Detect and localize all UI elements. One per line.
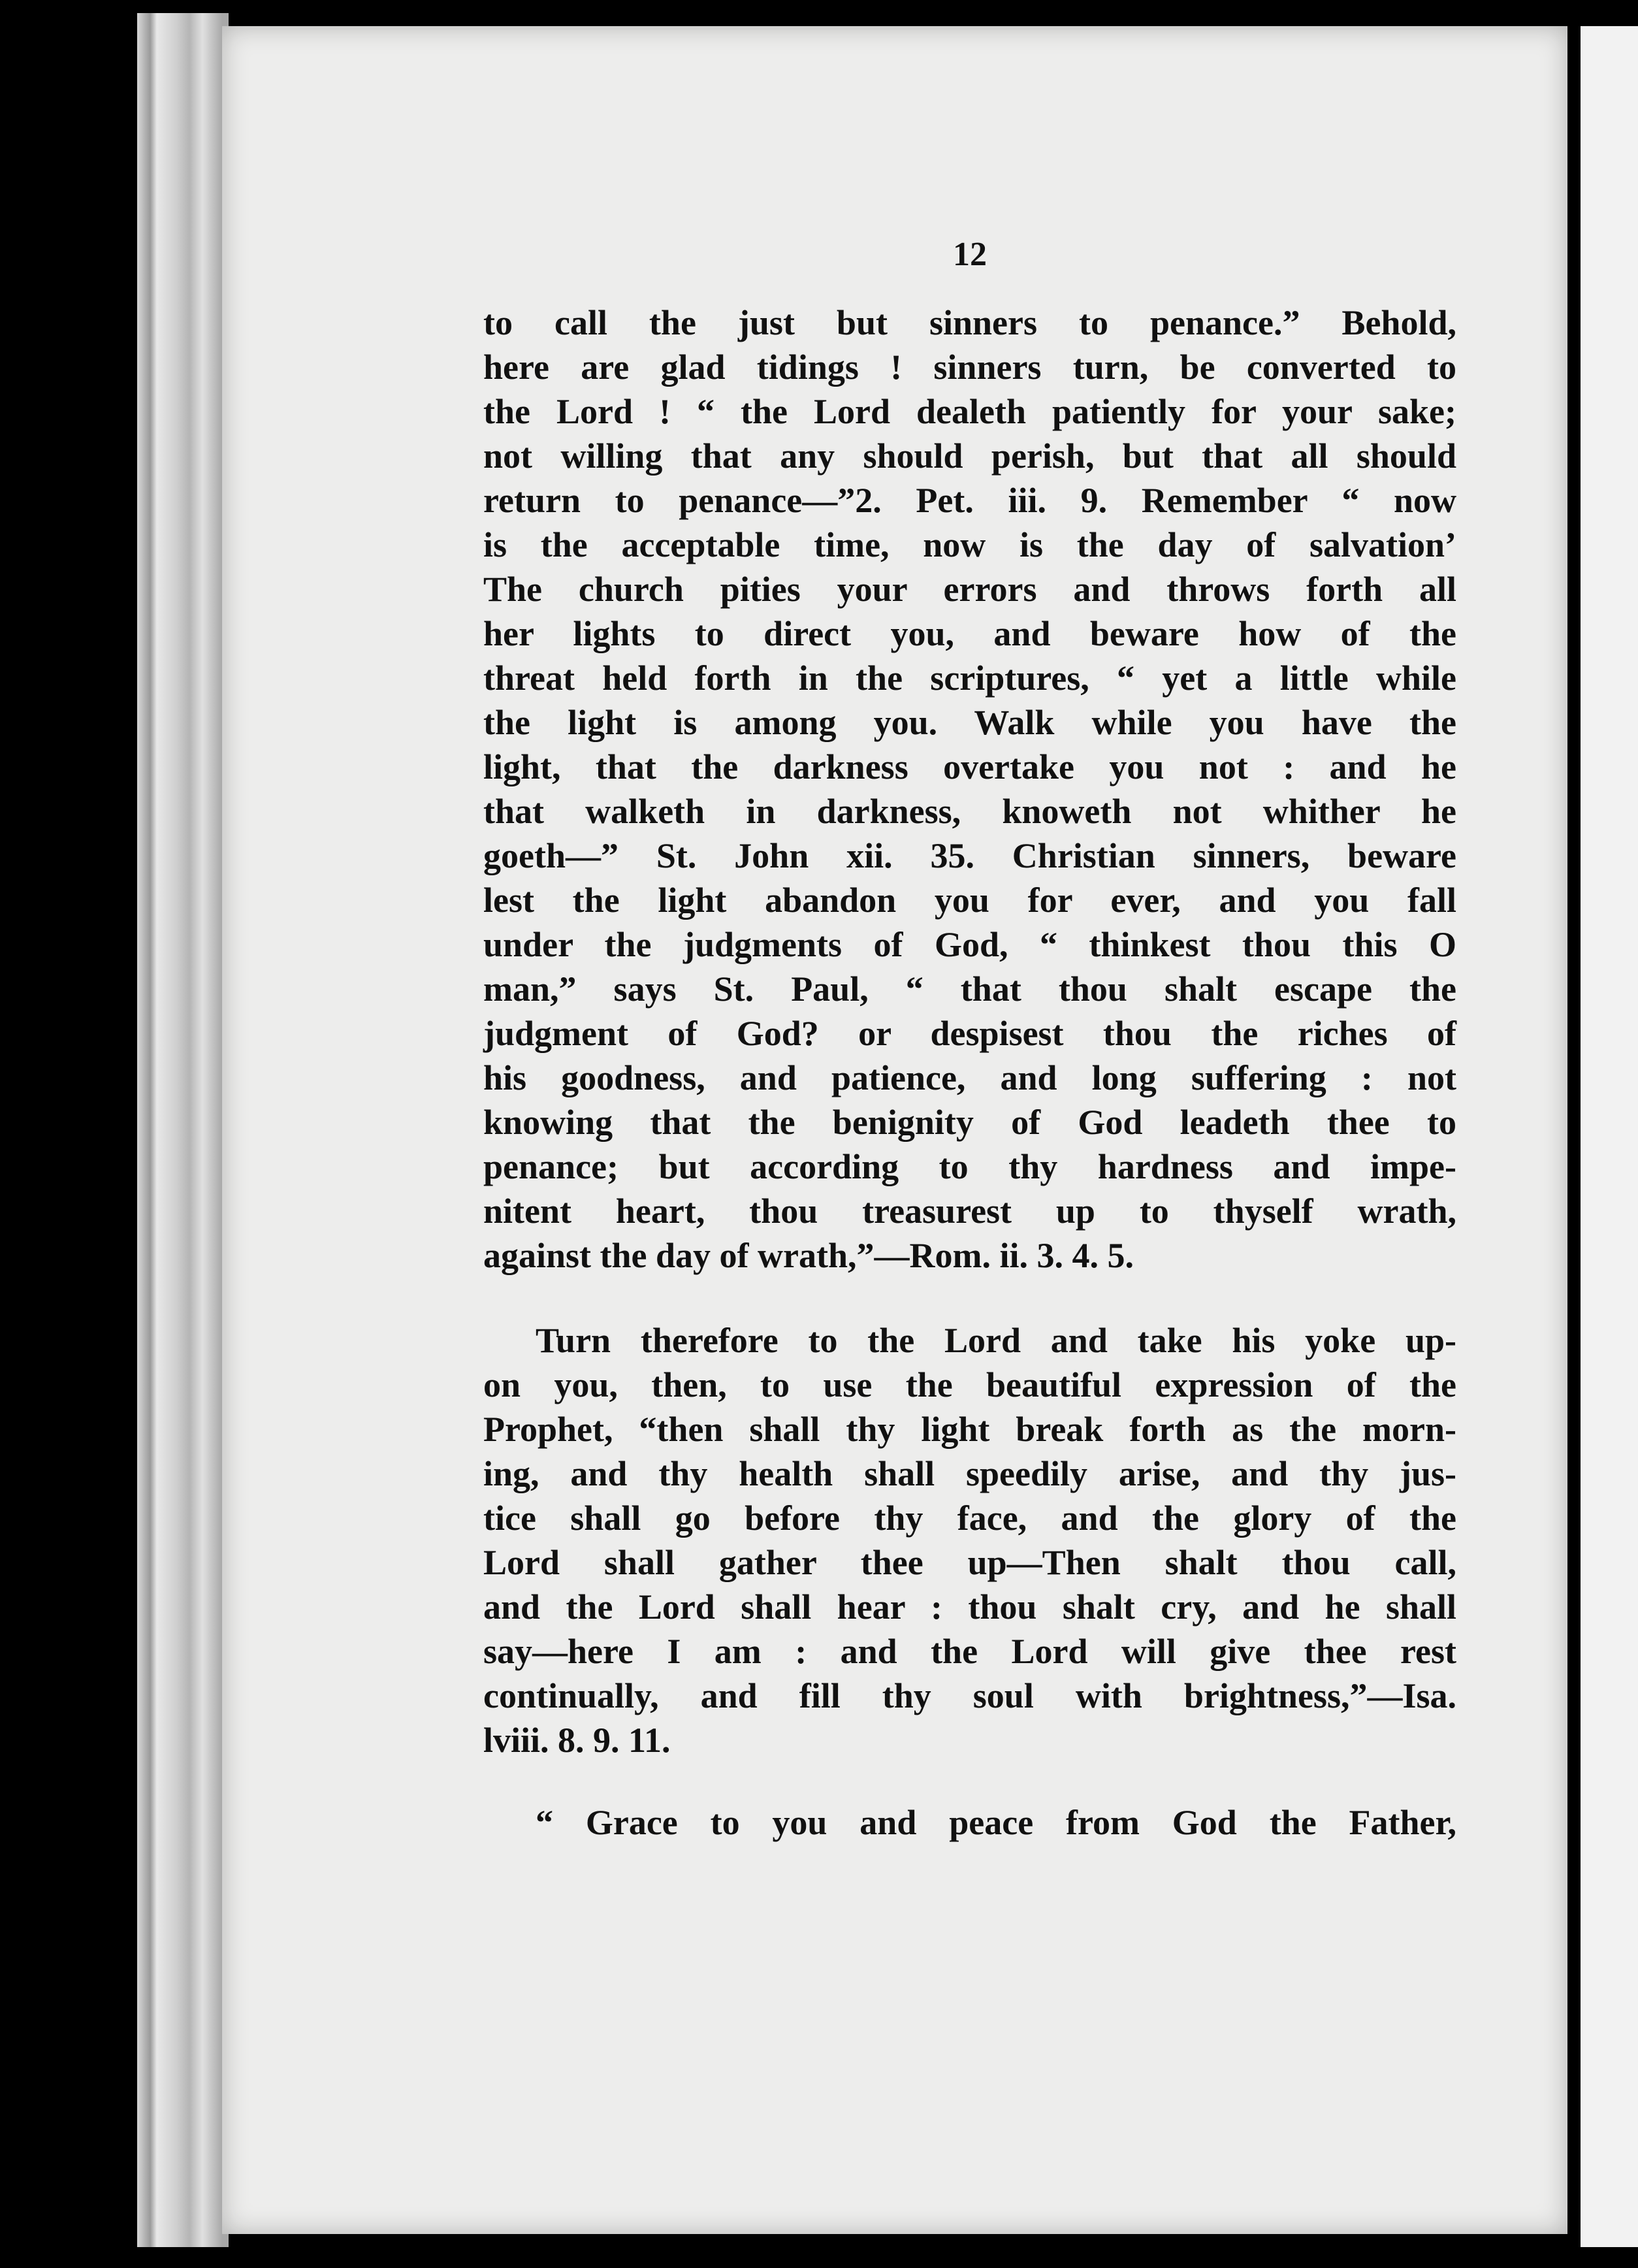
text-line: tice shall go before thy face, and the glory of the [483,1498,1456,1538]
text-line: The church pities your errors and throws forth all [483,570,1456,609]
text-line: ing, and thy health shall speedily arise, and thy jus- [483,1454,1456,1493]
book-page-edges [137,13,229,2247]
text-line: not willing that any should perish, but that all should [483,436,1456,476]
text-line: his goodness, and patience, and long suffering : not [483,1058,1456,1097]
page-number: 12 [953,236,987,273]
text-line: on you, then, to use the beautiful expression of the [483,1365,1456,1404]
text-line: her lights to direct you, and beware how of the [483,614,1456,653]
text-line: return to penance—”2. Pet. iii. 9. Remember “ now [483,481,1456,520]
text-line: here are glad tidings ! sinners turn, be converted to [483,348,1456,387]
paragraph-2 [483,1318,1456,1762]
paragraph-1 [483,300,1456,1278]
text-line: penance; but according to thy hardness and impe- [483,1147,1456,1186]
text-line: goeth—” St. John xii. 35. Christian sinners, beware [483,836,1456,875]
text-line: nitent heart, thou treasurest up to thyself wrath, [483,1191,1456,1231]
text-line: continually, and fill thy soul with brightness,”—Isa. [483,1676,1456,1715]
text-line: is the acceptable time, now is the day of salvation’ [483,525,1456,564]
text-line: the Lord ! “ the Lord dealeth patiently for your sake; [483,392,1456,431]
page-text [483,236,1456,1845]
text-line: lest the light abandon you for ever, and you fall [483,881,1456,920]
text-line: the light is among you. Walk while you have the [483,703,1456,742]
text-line: lviii. 8. 9. 11. [483,1721,671,1760]
text-line: Lord shall gather thee up—Then shalt thou call, [483,1543,1456,1582]
text-line: judgment of God? or despisest thou the riches of [483,1014,1456,1053]
text-line: and the Lord shall hear : thou shalt cry, and he shall [483,1587,1456,1627]
text-line: to call the just but sinners to penance.” Behold, [483,303,1456,342]
text-line: say—here I am : and the Lord will give thee rest [483,1632,1456,1671]
text-line: “ Grace to you and peace from God the Father, [536,1803,1456,1842]
text-line: man,” says St. Paul, “ that thou shalt escape the [483,969,1456,1009]
facing-page-edge [1581,26,1638,2247]
text-line: that walketh in darkness, knoweth not whither he [483,792,1456,831]
text-line: light, that the darkness overtake you not : and he [483,747,1456,786]
text-line: under the judgments of God, “ thinkest thou this O [483,925,1456,964]
text-line: against the day of wrath,”—Rom. ii. 3. 4. 5. [483,1236,1134,1275]
text-line: knowing that the benignity of God leadeth thee to [483,1103,1456,1142]
paragraph-3 [483,1800,1456,1845]
text-line: threat held forth in the scriptures, “ yet a little while [483,658,1456,698]
text-line: Turn therefore to the Lord and take his yoke up- [536,1321,1456,1360]
text-line: Prophet, “then shall thy light break forth as the morn- [483,1410,1456,1449]
